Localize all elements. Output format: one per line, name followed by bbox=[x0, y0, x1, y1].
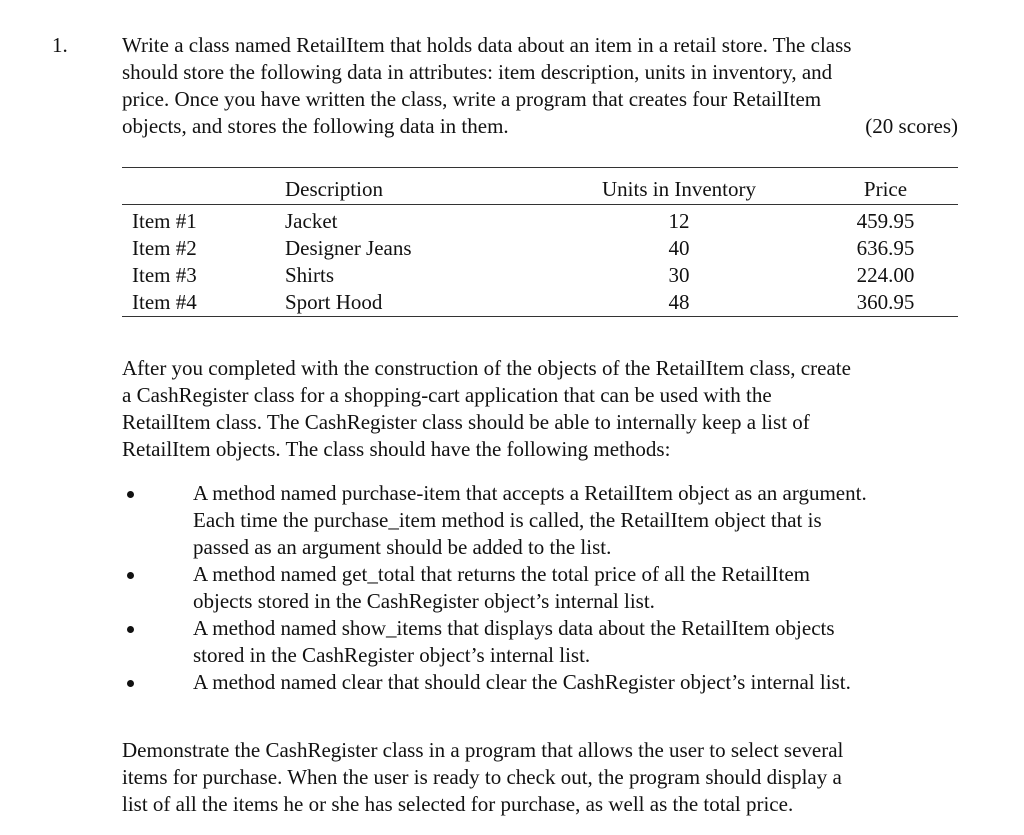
cell-item: Item #1 bbox=[132, 209, 197, 233]
paragraph-line: a CashRegister class for a shopping-cart application that can be used with the bbox=[122, 383, 772, 407]
paragraph-line: RetailItem objects. The class should have the following methods: bbox=[122, 437, 671, 461]
table-top-rule bbox=[122, 167, 958, 168]
question-text bbox=[122, 32, 958, 140]
cell-description: Sport Hood bbox=[285, 289, 545, 317]
list-item-line: A method named get_total that returns the total price of all the RetailItem bbox=[193, 562, 810, 586]
cell-units: 48 bbox=[545, 289, 813, 317]
methods-list bbox=[122, 480, 958, 696]
cell-item: Item #3 bbox=[132, 263, 197, 287]
bullet-icon bbox=[127, 491, 134, 498]
cell-description: Jacket bbox=[285, 209, 338, 233]
items-table bbox=[122, 174, 958, 317]
paragraph-line: After you completed with the construction of the objects of the RetailItem class, create bbox=[122, 356, 851, 380]
list-item bbox=[122, 480, 958, 561]
cell-units: 12 bbox=[668, 209, 690, 233]
bullet-icon bbox=[127, 626, 134, 633]
cell-item: Item #4 bbox=[122, 289, 285, 317]
paragraph-line: list of all the items he or she has selected for purchase, as well as the total price. bbox=[122, 792, 794, 816]
cell-price: 360.95 bbox=[813, 289, 958, 317]
paragraph-line: items for purchase. When the user is ready to check out, the program should display a bbox=[122, 765, 842, 789]
list-item-line: Each time the purchase_item method is called, the RetailItem object that is bbox=[193, 508, 822, 532]
list-item-line: A method named show_items that displays data about the RetailItem objects bbox=[193, 616, 835, 640]
question-number: 1. bbox=[52, 33, 68, 57]
header-price: Price bbox=[813, 174, 958, 205]
cell-units: 30 bbox=[668, 263, 690, 287]
cell-item: Item #2 bbox=[132, 236, 197, 260]
cell-description: Designer Jeans bbox=[285, 236, 412, 260]
table-row bbox=[122, 205, 958, 236]
table-row bbox=[122, 289, 958, 317]
list-item-line: A method named clear that should clear the CashRegister object’s internal list. bbox=[193, 670, 851, 694]
header-description: Description bbox=[285, 174, 545, 205]
paragraph-demonstrate bbox=[122, 737, 958, 818]
table-header-row bbox=[122, 174, 958, 205]
question-line: Write a class named RetailItem that holds data about an item in a retail store. The class bbox=[122, 33, 852, 57]
list-item-line: passed as an argument should be added to the list. bbox=[193, 535, 612, 559]
header-item bbox=[122, 174, 285, 205]
list-item bbox=[122, 561, 958, 615]
list-item bbox=[122, 615, 958, 669]
score-label: (20 scores) bbox=[865, 114, 958, 138]
paragraph-line: RetailItem class. The CashRegister class should be able to internally keep a list of bbox=[122, 410, 810, 434]
table-row bbox=[122, 262, 958, 289]
cell-price: 636.95 bbox=[856, 236, 915, 260]
paragraph-cashregister-intro bbox=[122, 355, 958, 463]
cell-price: 224.00 bbox=[856, 263, 915, 287]
list-item bbox=[122, 669, 958, 696]
cell-units: 40 bbox=[668, 236, 690, 260]
list-item-line: A method named purchase-item that accepts a RetailItem object as an argument. bbox=[193, 481, 867, 505]
question-line: objects, and stores the following data in them. bbox=[122, 114, 509, 138]
bullet-icon bbox=[127, 680, 134, 687]
cell-description: Shirts bbox=[285, 263, 335, 287]
paragraph-line: Demonstrate the CashRegister class in a program that allows the user to select several bbox=[122, 738, 844, 762]
table-row bbox=[122, 235, 958, 262]
question-last-line bbox=[122, 113, 958, 140]
header-units: Units in Inventory bbox=[545, 174, 813, 205]
list-item-line: stored in the CashRegister object’s internal list. bbox=[193, 643, 591, 667]
question-line: should store the following data in attributes: item description, units in inventory, and bbox=[122, 60, 833, 84]
question-line: price. Once you have written the class, write a program that creates four RetailItem bbox=[122, 87, 822, 111]
list-item-line: objects stored in the CashRegister object’s internal list. bbox=[193, 589, 655, 613]
bullet-icon bbox=[127, 572, 134, 579]
cell-price: 459.95 bbox=[856, 209, 915, 233]
